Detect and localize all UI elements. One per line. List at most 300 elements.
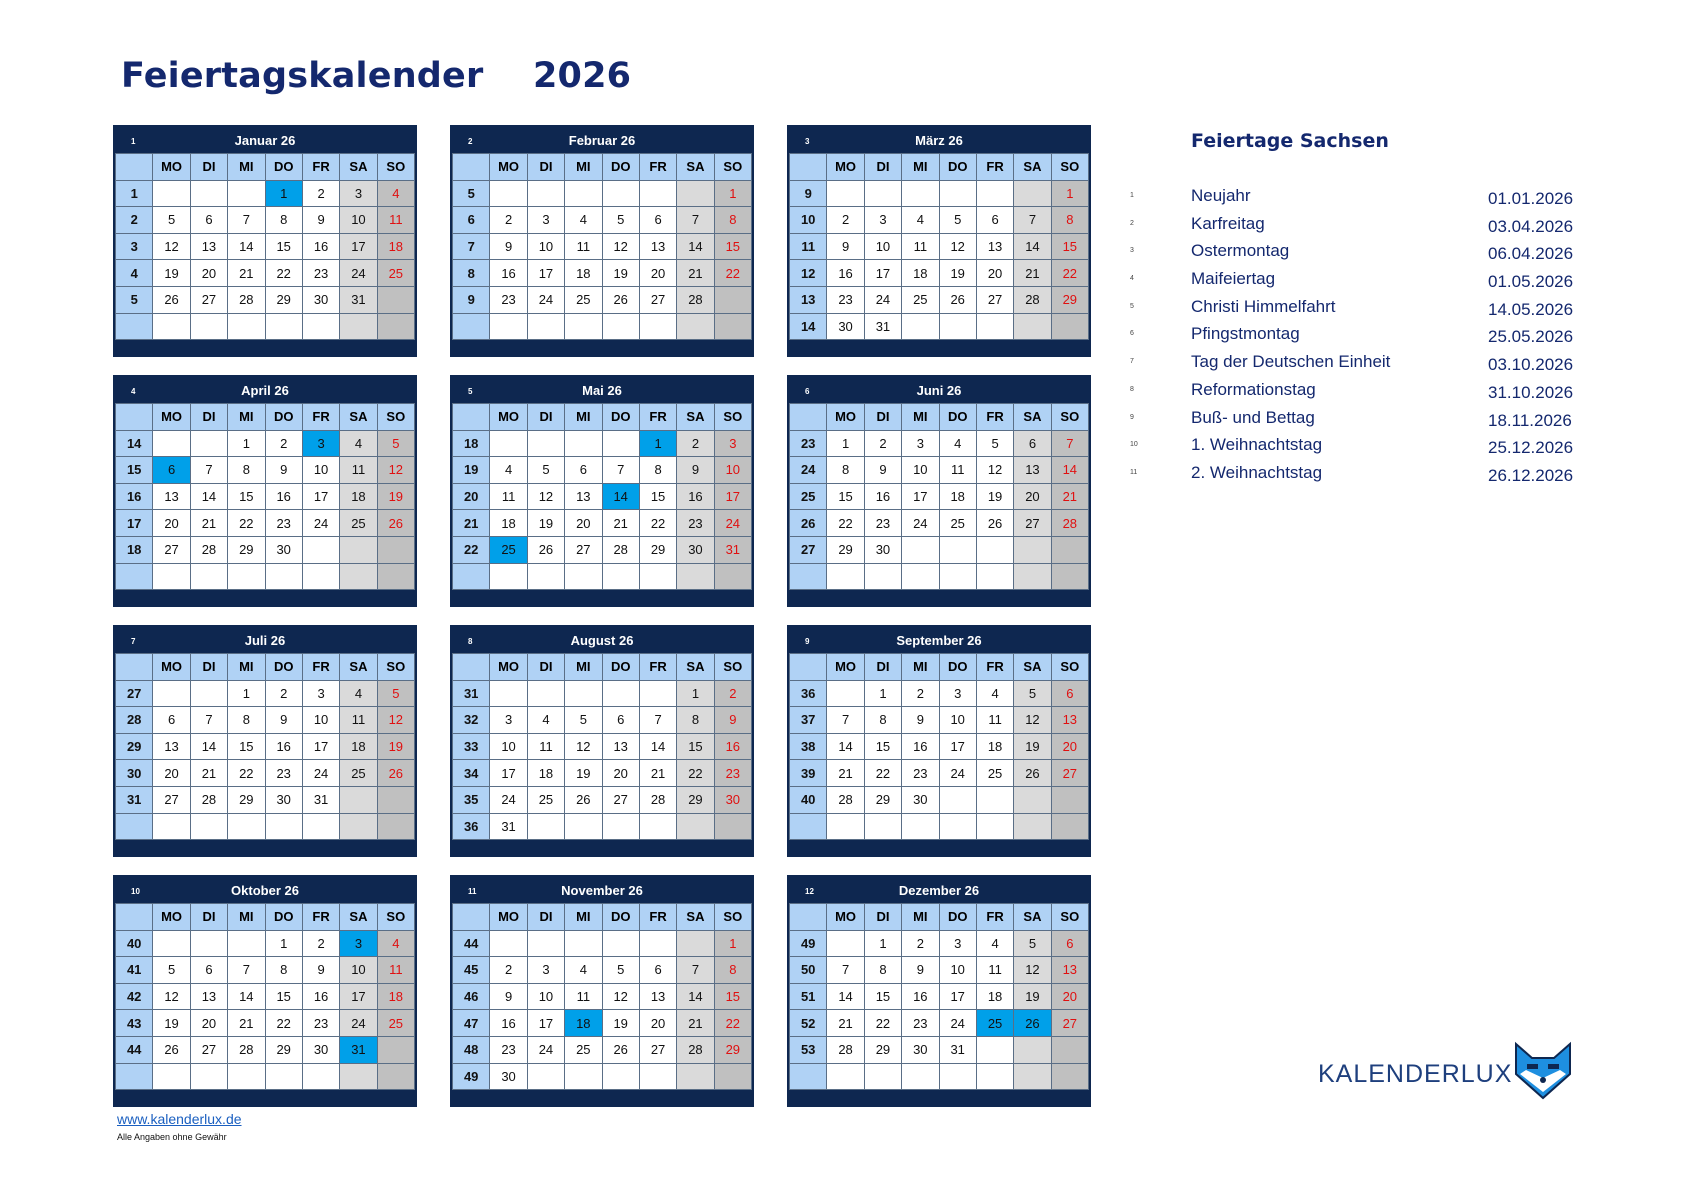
month-name: Juli 26 <box>244 632 286 648</box>
day-cell: 22 <box>1051 260 1088 287</box>
fox-icon <box>1510 1040 1576 1100</box>
day-cell <box>976 786 1013 813</box>
weekday-label: DO <box>265 404 302 431</box>
weekday-label: DO <box>265 904 302 931</box>
day-cell: 27 <box>976 286 1013 313</box>
day-cell: 3 <box>527 957 564 984</box>
day-cell: 15 <box>677 733 714 760</box>
weekday-label: DO <box>265 654 302 681</box>
week-row <box>116 930 415 957</box>
week-number: 18 <box>116 536 153 563</box>
day-cell: 31 <box>340 286 377 313</box>
holiday-date: 01.01.2026 <box>1488 189 1574 208</box>
day-cell <box>490 430 527 457</box>
day-cell: 12 <box>153 233 190 260</box>
holiday-list-item <box>1130 324 1590 352</box>
month-number: 10 <box>131 887 140 896</box>
holiday-name: Buß- und Bettag <box>1191 407 1315 427</box>
day-cell: 7 <box>602 457 639 484</box>
day-cell <box>190 930 227 957</box>
day-cell: 13 <box>153 483 190 510</box>
holiday-list-item <box>1130 463 1590 491</box>
day-cell <box>190 680 227 707</box>
day-cell: 11 <box>340 707 377 734</box>
day-cell <box>677 1063 714 1090</box>
weekday-label: SA <box>1014 154 1051 181</box>
day-cell: 11 <box>939 457 976 484</box>
month-number: 5 <box>468 387 473 396</box>
week-number: 13 <box>790 286 827 313</box>
weekday-label: DI <box>527 404 564 431</box>
day-cell: 23 <box>677 510 714 537</box>
week-row <box>116 180 415 207</box>
day-cell: 2 <box>827 207 864 234</box>
weekday-label: DO <box>602 404 639 431</box>
holiday-index: 3 <box>1130 247 1134 255</box>
day-cell <box>827 680 864 707</box>
weekday-label: FR <box>976 904 1013 931</box>
holiday-name: Christi Himmelfahrt <box>1191 296 1336 316</box>
weekday-label: MO <box>827 654 864 681</box>
day-cell <box>677 563 714 590</box>
day-cell: 9 <box>490 983 527 1010</box>
day-cell <box>602 1063 639 1090</box>
month-calendar <box>787 125 1091 357</box>
day-cell: 5 <box>1014 930 1051 957</box>
holiday-name: Ostermontag <box>1191 241 1290 261</box>
weekday-label: FR <box>976 404 1013 431</box>
weekday-label: SO <box>377 404 414 431</box>
week-row <box>790 207 1089 234</box>
month-name: April 26 <box>241 382 289 398</box>
week-row <box>116 457 415 484</box>
day-cell <box>377 1063 414 1090</box>
month-calendar <box>787 875 1091 1107</box>
weekday-label: SO <box>377 654 414 681</box>
day-cell: 20 <box>1051 983 1088 1010</box>
day-cell <box>1051 1063 1088 1090</box>
day-cell: 14 <box>1014 233 1051 260</box>
day-cell: 11 <box>565 233 602 260</box>
week-number <box>790 1063 827 1090</box>
day-cell: 22 <box>265 260 302 287</box>
day-cell: 9 <box>714 707 751 734</box>
day-cell: 28 <box>1014 286 1051 313</box>
day-cell <box>228 563 265 590</box>
day-cell: 15 <box>864 983 901 1010</box>
week-column-header <box>453 154 490 181</box>
week-row <box>116 983 415 1010</box>
week-row <box>453 563 752 590</box>
week-number: 8 <box>453 260 490 287</box>
day-cell: 20 <box>976 260 1013 287</box>
day-cell: 4 <box>565 207 602 234</box>
week-column-header <box>790 904 827 931</box>
month-header <box>789 877 1089 903</box>
day-cell <box>1051 1036 1088 1063</box>
day-cell: 11 <box>976 707 1013 734</box>
month-table <box>452 153 752 340</box>
week-row <box>116 233 415 260</box>
day-cell: 21 <box>602 510 639 537</box>
month-calendar <box>113 125 417 357</box>
day-cell: 30 <box>265 536 302 563</box>
day-cell: 5 <box>377 680 414 707</box>
day-cell: 10 <box>714 457 751 484</box>
day-cell: 19 <box>153 260 190 287</box>
day-cell: 9 <box>902 707 939 734</box>
day-cell: 21 <box>190 510 227 537</box>
day-cell: 29 <box>228 786 265 813</box>
month-header <box>452 627 752 653</box>
day-cell: 31 <box>302 786 339 813</box>
week-number: 35 <box>453 786 490 813</box>
day-cell: 29 <box>827 536 864 563</box>
day-cell: 10 <box>864 233 901 260</box>
day-cell: 7 <box>827 957 864 984</box>
kalenderlux-logo <box>1318 1040 1578 1100</box>
week-number: 20 <box>453 483 490 510</box>
week-row <box>453 430 752 457</box>
week-row <box>790 430 1089 457</box>
week-row <box>790 260 1089 287</box>
day-cell <box>902 563 939 590</box>
week-number: 50 <box>790 957 827 984</box>
day-cell: 15 <box>714 233 751 260</box>
week-number: 10 <box>790 207 827 234</box>
day-cell <box>228 1063 265 1090</box>
day-cell: 24 <box>527 286 564 313</box>
month-name: Mai 26 <box>582 382 622 398</box>
holiday-index: 2 <box>1130 219 1134 227</box>
day-cell <box>190 430 227 457</box>
day-cell <box>302 313 339 340</box>
day-cell: 1 <box>228 430 265 457</box>
day-cell <box>565 1063 602 1090</box>
day-cell <box>377 286 414 313</box>
month-number: 2 <box>468 137 473 146</box>
weekday-label: SO <box>377 154 414 181</box>
day-cell: 16 <box>302 983 339 1010</box>
day-cell: 28 <box>677 286 714 313</box>
weekday-label: FR <box>302 904 339 931</box>
day-cell: 31 <box>490 813 527 840</box>
day-cell: 23 <box>490 1036 527 1063</box>
day-cell: 8 <box>827 457 864 484</box>
week-number: 43 <box>116 1010 153 1037</box>
day-cell: 12 <box>602 983 639 1010</box>
holiday-day-cell: 14 <box>602 483 639 510</box>
weekday-label: MO <box>827 904 864 931</box>
weekday-label: MI <box>565 404 602 431</box>
weekday-label: SO <box>1051 904 1088 931</box>
day-cell: 18 <box>490 510 527 537</box>
day-cell: 2 <box>677 430 714 457</box>
holiday-list-item <box>1130 241 1590 269</box>
day-cell: 7 <box>827 707 864 734</box>
weekday-label: SO <box>714 154 751 181</box>
week-number <box>453 563 490 590</box>
holiday-list-item <box>1130 297 1590 325</box>
day-cell: 8 <box>864 957 901 984</box>
weekday-label: DI <box>864 404 901 431</box>
day-cell <box>939 1063 976 1090</box>
day-cell: 1 <box>714 930 751 957</box>
day-cell <box>1014 1063 1051 1090</box>
week-number: 26 <box>790 510 827 537</box>
week-number: 44 <box>116 1036 153 1063</box>
month-table <box>115 153 415 340</box>
weekday-label: SA <box>340 654 377 681</box>
holiday-day-cell: 31 <box>340 1036 377 1063</box>
day-cell: 8 <box>1051 207 1088 234</box>
day-cell: 18 <box>976 983 1013 1010</box>
week-number <box>116 563 153 590</box>
week-row <box>116 680 415 707</box>
day-cell <box>153 813 190 840</box>
week-number: 46 <box>453 983 490 1010</box>
day-cell: 20 <box>190 260 227 287</box>
day-cell: 6 <box>190 207 227 234</box>
day-cell: 17 <box>939 733 976 760</box>
day-cell: 10 <box>340 957 377 984</box>
day-cell: 25 <box>565 286 602 313</box>
day-cell: 8 <box>677 707 714 734</box>
weekday-header-row <box>790 154 1089 181</box>
day-cell: 5 <box>602 207 639 234</box>
day-cell: 13 <box>976 233 1013 260</box>
day-cell: 29 <box>228 536 265 563</box>
week-row <box>116 510 415 537</box>
day-cell: 24 <box>340 260 377 287</box>
day-cell <box>153 563 190 590</box>
day-cell: 5 <box>153 207 190 234</box>
month-name: September 26 <box>896 632 982 648</box>
week-row <box>453 1010 752 1037</box>
day-cell <box>153 430 190 457</box>
week-number: 11 <box>790 233 827 260</box>
week-number: 44 <box>453 930 490 957</box>
holiday-name: Pfingstmontag <box>1191 324 1300 344</box>
month-name: November 26 <box>561 882 643 898</box>
day-cell: 18 <box>377 233 414 260</box>
day-cell: 19 <box>153 1010 190 1037</box>
weekday-header-row <box>790 654 1089 681</box>
weekday-label: SO <box>377 904 414 931</box>
day-cell: 6 <box>1014 430 1051 457</box>
holiday-index: 9 <box>1130 413 1134 421</box>
weekday-label: SA <box>677 904 714 931</box>
day-cell: 12 <box>976 457 1013 484</box>
month-calendar <box>113 875 417 1107</box>
day-cell: 7 <box>677 207 714 234</box>
week-row <box>790 313 1089 340</box>
day-cell: 6 <box>639 207 676 234</box>
day-cell <box>939 180 976 207</box>
weekday-label: SA <box>340 904 377 931</box>
day-cell: 3 <box>302 680 339 707</box>
day-cell: 30 <box>302 1036 339 1063</box>
month-table <box>789 903 1089 1090</box>
day-cell <box>377 313 414 340</box>
weekday-label: SO <box>714 904 751 931</box>
day-cell: 16 <box>265 733 302 760</box>
day-cell: 23 <box>902 1010 939 1037</box>
week-column-header <box>790 654 827 681</box>
day-cell: 12 <box>153 983 190 1010</box>
day-cell: 31 <box>939 1036 976 1063</box>
day-cell <box>602 430 639 457</box>
day-cell: 12 <box>377 707 414 734</box>
day-cell: 13 <box>639 233 676 260</box>
holiday-index: 5 <box>1130 302 1134 310</box>
day-cell: 26 <box>153 1036 190 1063</box>
day-cell: 2 <box>265 680 302 707</box>
website-link[interactable]: www.kalenderlux.de <box>117 1111 242 1127</box>
weekday-label: MI <box>228 654 265 681</box>
day-cell: 2 <box>490 207 527 234</box>
day-cell: 21 <box>228 260 265 287</box>
day-cell <box>1014 786 1051 813</box>
day-cell <box>190 313 227 340</box>
month-calendar <box>787 625 1091 857</box>
day-cell <box>902 813 939 840</box>
month-header <box>452 127 752 153</box>
weekday-label: DI <box>527 654 564 681</box>
day-cell: 10 <box>302 457 339 484</box>
day-cell <box>639 563 676 590</box>
day-cell <box>228 180 265 207</box>
day-cell <box>714 563 751 590</box>
day-cell <box>377 536 414 563</box>
day-cell: 19 <box>565 760 602 787</box>
weekday-label: MO <box>153 404 190 431</box>
day-cell: 26 <box>377 510 414 537</box>
day-cell: 21 <box>677 1010 714 1037</box>
day-cell: 21 <box>639 760 676 787</box>
day-cell <box>565 313 602 340</box>
weekday-label: SA <box>1014 654 1051 681</box>
week-row <box>116 760 415 787</box>
day-cell: 3 <box>939 930 976 957</box>
week-number: 34 <box>453 760 490 787</box>
day-cell: 14 <box>827 983 864 1010</box>
week-number: 32 <box>453 707 490 734</box>
day-cell <box>939 313 976 340</box>
month-header <box>452 377 752 403</box>
day-cell: 8 <box>265 957 302 984</box>
weekday-label: SA <box>677 154 714 181</box>
week-row <box>790 680 1089 707</box>
day-cell: 27 <box>639 1036 676 1063</box>
weekday-label: SO <box>1051 404 1088 431</box>
day-cell: 13 <box>153 733 190 760</box>
day-cell <box>939 813 976 840</box>
holiday-date: 25.12.2026 <box>1488 438 1574 458</box>
week-number <box>116 313 153 340</box>
day-cell: 6 <box>976 207 1013 234</box>
weekday-label: MI <box>902 154 939 181</box>
weekday-label: MO <box>490 654 527 681</box>
day-cell: 26 <box>1014 760 1051 787</box>
day-cell: 16 <box>265 483 302 510</box>
month-table <box>115 903 415 1090</box>
day-cell: 19 <box>377 733 414 760</box>
day-cell: 12 <box>1014 957 1051 984</box>
day-cell: 28 <box>677 1036 714 1063</box>
day-cell: 9 <box>302 957 339 984</box>
day-cell: 27 <box>190 286 227 313</box>
day-cell: 23 <box>864 510 901 537</box>
day-cell: 5 <box>153 957 190 984</box>
day-cell <box>190 563 227 590</box>
day-cell: 26 <box>377 760 414 787</box>
day-cell: 21 <box>827 760 864 787</box>
day-cell <box>1014 313 1051 340</box>
week-number: 7 <box>453 233 490 260</box>
day-cell: 20 <box>565 510 602 537</box>
day-cell: 11 <box>565 983 602 1010</box>
week-row <box>453 733 752 760</box>
month-number: 8 <box>468 637 473 646</box>
week-number: 2 <box>116 207 153 234</box>
week-row <box>790 483 1089 510</box>
week-number: 21 <box>453 510 490 537</box>
day-cell <box>265 313 302 340</box>
day-cell <box>827 1063 864 1090</box>
week-number <box>790 563 827 590</box>
week-number: 36 <box>453 813 490 840</box>
week-row <box>453 760 752 787</box>
day-cell <box>602 313 639 340</box>
day-cell: 24 <box>714 510 751 537</box>
day-cell <box>265 563 302 590</box>
holiday-list-item <box>1130 408 1590 436</box>
day-cell: 11 <box>377 957 414 984</box>
day-cell <box>153 1063 190 1090</box>
day-cell: 28 <box>1051 510 1088 537</box>
day-cell: 19 <box>1014 733 1051 760</box>
day-cell: 18 <box>340 483 377 510</box>
weekday-label: SA <box>677 404 714 431</box>
day-cell <box>714 813 751 840</box>
weekday-label: SO <box>714 404 751 431</box>
day-cell <box>1051 813 1088 840</box>
holiday-name: Karfreitag <box>1191 213 1265 233</box>
day-cell: 25 <box>340 510 377 537</box>
week-row <box>116 536 415 563</box>
week-row <box>790 510 1089 537</box>
day-cell: 4 <box>565 957 602 984</box>
week-number: 27 <box>790 536 827 563</box>
weekday-label: SA <box>677 654 714 681</box>
day-cell: 7 <box>228 207 265 234</box>
month-calendar <box>113 375 417 607</box>
month-header <box>115 877 415 903</box>
day-cell: 24 <box>302 510 339 537</box>
day-cell: 4 <box>902 207 939 234</box>
month-table <box>452 903 752 1090</box>
day-cell: 26 <box>976 510 1013 537</box>
holiday-date: 25.05.2026 <box>1488 327 1574 347</box>
day-cell: 17 <box>340 983 377 1010</box>
week-column-header <box>453 654 490 681</box>
holiday-day-cell: 1 <box>265 180 302 207</box>
week-row <box>116 1010 415 1037</box>
day-cell: 18 <box>976 733 1013 760</box>
holiday-date: 01.05.2026 <box>1488 272 1574 292</box>
day-cell <box>340 313 377 340</box>
